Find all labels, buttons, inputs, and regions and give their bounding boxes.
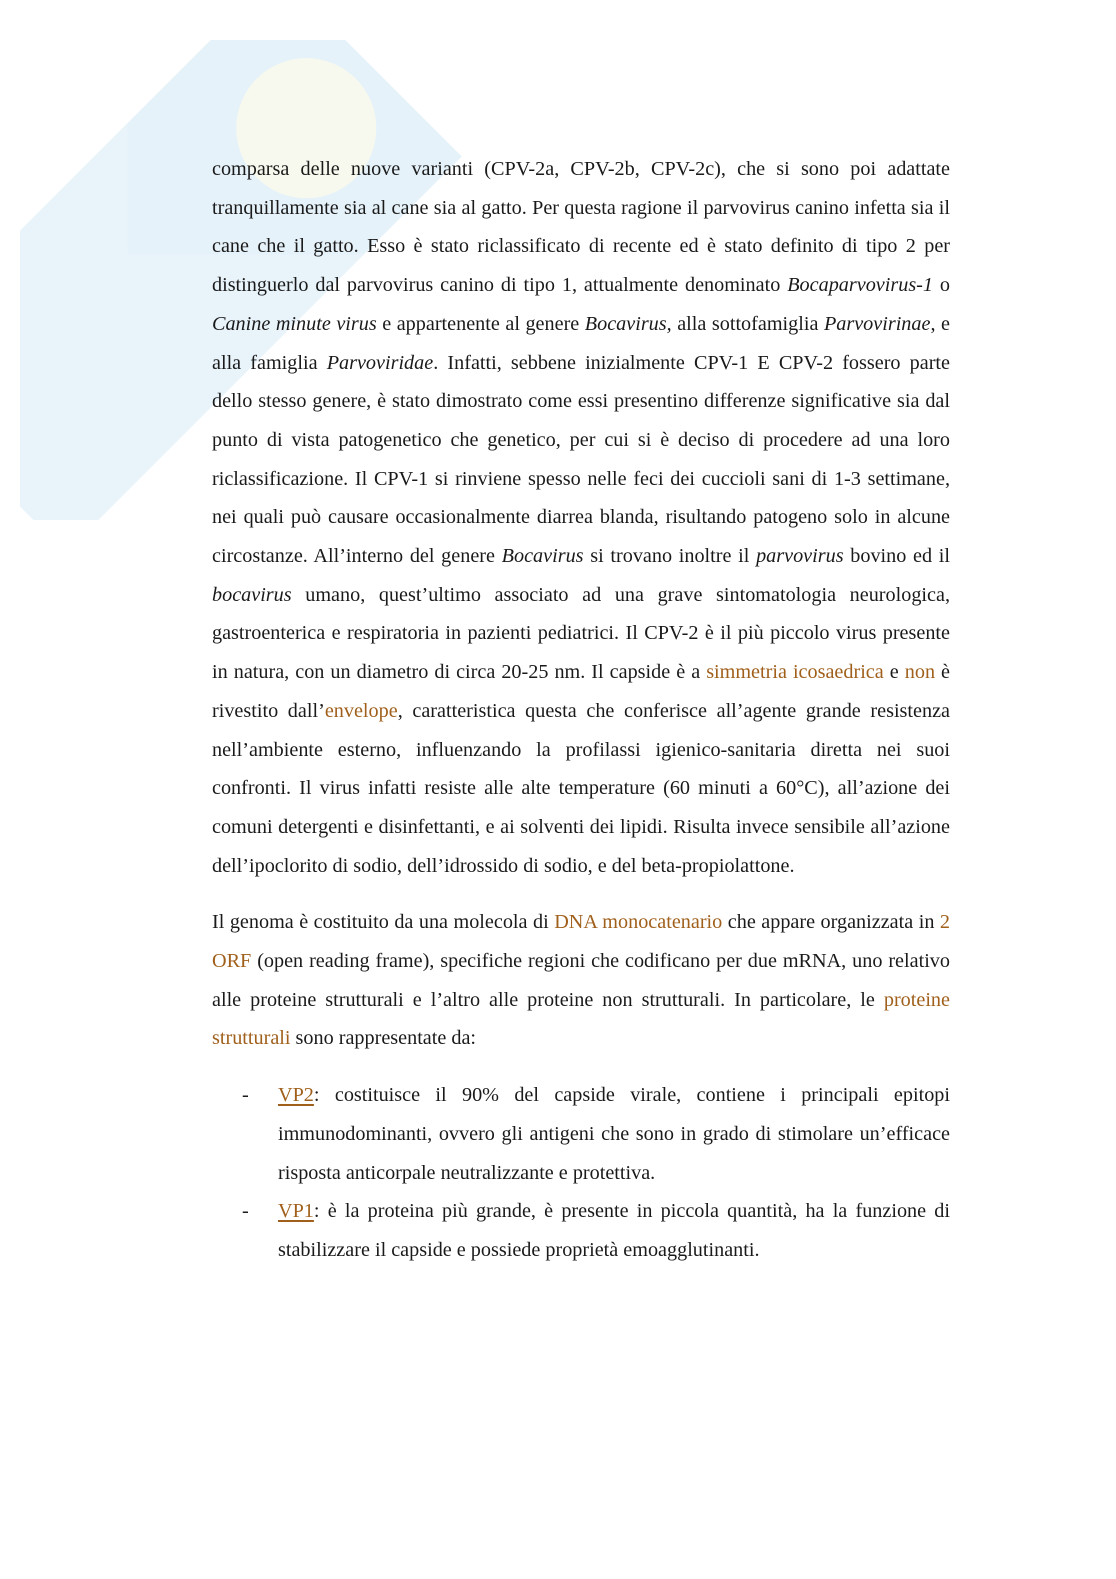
list-item-text: : costituisce il 90% del capside virale, contiene i principali epitopi immunodominanti, ovvero gli antigeni che sono in grado di stimolare un’efficace risposta anticorpale neutralizzante e protettiva. [278, 1084, 950, 1184]
text-run: si trovano inoltre il [583, 545, 757, 568]
italic-term: bocavirus [212, 583, 292, 606]
highlighted-term: non [904, 661, 936, 684]
text-run: , e alla famiglia [212, 312, 951, 374]
italic-term: parvovirus [756, 545, 844, 568]
protein-term: VP2 [278, 1084, 314, 1107]
italic-term: Parvovirinae [823, 312, 931, 335]
text-run: . Infatti, sebbene inizialmente CPV-1 E CPV-2 fossero parte dello stesso genere, è stato dimostrato come essi presentino differenze significative sia dal punto di vista patogenetico che genetico, per cui si è deciso di procedere ad una loro riclassificazione. Il CPV-1 si rinviene spesso nelle feci dei cuccioli sani di 1-3 settimane, nei quali può causare occasionalmente diarrea blanda, risultando patogeno solo in alcune circostanze. All’interno del genere [212, 351, 950, 568]
structural-proteins-list [212, 1076, 950, 1270]
text-run: umano, quest’ultimo associato ad una grave sintomatologia neurologica, gastroenterica e respiratoria in pazienti pediatrici. Il CPV-2 è il più piccolo virus presente in natura, con un diametro di circa 20-25 nm. Il capside è a [212, 583, 950, 684]
text-run: o [933, 274, 951, 297]
text-run: sono rappresentate da: [290, 1027, 477, 1050]
text-run: e appartenente al genere [376, 312, 585, 335]
text-run: comparsa delle nuove varianti (CPV-2a, CPV-2b, CPV-2c), che si sono poi adattate tranquillamente sia al cane sia al gatto. Per questa ragione il parvovirus canino infetta sia il cane che il gatto. Esso è stato riclassificato di recente ed è stato definito di tipo 2 per distinguerlo dal parvovirus canino di tipo 1, attualmente denominato [212, 158, 950, 297]
italic-term: Parvoviridae [326, 351, 434, 374]
text-run: che appare organizzata in [722, 911, 940, 934]
paragraph-parvovirus-classification [212, 150, 950, 885]
list-bullet: - [242, 1200, 249, 1223]
highlighted-term: simmetria icosaedrica [706, 661, 884, 684]
list-item-vp1 [212, 1192, 950, 1269]
paragraph-genome [212, 903, 950, 1058]
list-item-vp2 [212, 1076, 950, 1192]
italic-term: Bocavirus, [584, 312, 672, 335]
highlighted-term: proteine strutturali [212, 988, 950, 1050]
protein-term: VP1 [278, 1200, 314, 1223]
text-run: è rivestito dall’ [212, 661, 951, 722]
italic-term: Canine minute virus [212, 312, 377, 335]
italic-term: Bocaparvovirus-1 [787, 274, 933, 297]
italic-term: Bocavirus [501, 545, 584, 568]
highlighted-term: envelope [324, 699, 398, 722]
text-run: (open reading frame), specifiche regioni che codificano per due mRNA, uno relativo alle proteine strutturali e l’altro alle proteine non strutturali. In particolare, le [212, 950, 950, 1011]
text-run: bovino ed il [843, 545, 951, 568]
text-run: alla sottofamiglia [671, 312, 824, 335]
list-item-text: : è la proteina più grande, è presente in piccola quantità, ha la funzione di stabilizzare il capside e possiede proprietà emoagglutinanti. [278, 1200, 950, 1261]
list-bullet: - [242, 1084, 249, 1107]
text-run: Il genoma è costituito da una molecola di [212, 911, 555, 934]
page-body [212, 150, 950, 1270]
text-run: , caratteristica questa che conferisce all’agente grande resistenza nell’ambiente esterno, influenzando la profilassi igienico-sanitaria diretta nei suoi confronti. Il virus infatti resiste alle alte temperature (60 minuti a 60°C), all’azione dei comuni detergenti e disinfettanti, e ai solventi dei lipidi. Risulta invece sensibile all’azione dell’ipoclorito di sodio, dell’idrossido di sodio, e del beta-propiolattone. [212, 699, 950, 877]
highlighted-term: DNA monocatenario [554, 911, 723, 934]
highlighted-term: 2 ORF [212, 911, 950, 973]
text-run: e [883, 661, 905, 684]
